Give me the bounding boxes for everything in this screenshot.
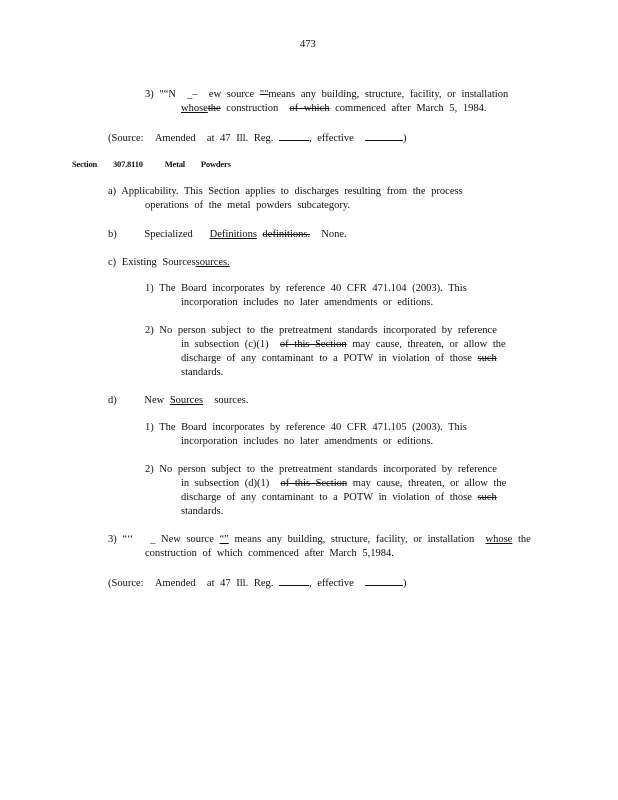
dash-mark: _– <box>187 89 198 100</box>
commenced-text: commenced after March 5, 1984. <box>335 103 487 114</box>
close-paren: ) <box>403 133 407 144</box>
inserted-text: Sources <box>169 395 204 406</box>
inserted-text: Definitions <box>209 229 257 240</box>
item-number: 3) “‘‘ <box>108 534 134 545</box>
page-number: 473 <box>300 39 316 50</box>
subsection-label: c) Existing Sources <box>108 257 196 268</box>
c2-line1: 2) No person subject to the pretreatment standards incorporated by reference <box>145 325 497 336</box>
top-item3-line2 <box>181 102 487 115</box>
register-text: at 47 Ill. Reg. <box>206 578 274 589</box>
definition-text: means any building, structure, facility, or installation <box>268 89 509 100</box>
deleted-text: of this Section <box>280 478 348 489</box>
article-text: the <box>517 534 531 545</box>
deleted-text: such <box>477 492 497 503</box>
subsection-b <box>108 228 347 241</box>
term-text: ew source <box>208 89 255 100</box>
inserted-text: sources. <box>195 257 230 268</box>
c2-line3 <box>181 352 497 365</box>
d2-line2 <box>181 477 506 490</box>
d2-line4: standards. <box>181 506 224 517</box>
section-label: Section <box>72 159 98 169</box>
c1-line2: incorporation includes no later amendments or editions. <box>181 297 434 308</box>
clause-text: may cause, threaten, or allow the <box>352 339 506 350</box>
subsection-label: b) <box>108 229 117 240</box>
source-note-2 <box>108 575 407 590</box>
amended-text: Amended <box>154 578 196 589</box>
c2-line4: standards. <box>181 367 224 378</box>
item3-line2: construction of which commenced after March 5,1984. <box>145 548 394 559</box>
specialized-text: Specialized <box>144 229 193 240</box>
construction-text: construction <box>226 103 279 114</box>
subsection-a-line1: a) Applicability. This Section applies to discharges resulting from the process <box>108 186 463 197</box>
effective-text: effective <box>317 133 354 144</box>
amended-text: Amended <box>154 133 196 144</box>
source-prefix: (Source: <box>108 133 144 144</box>
source-prefix: (Source: <box>108 578 144 589</box>
section-heading <box>72 158 231 171</box>
deleted-text: of which <box>289 103 330 114</box>
d1-line1: 1) The Board incorporates by reference 40 CFR 471.105 (2003). This <box>145 422 467 433</box>
subsection-ref: in subsection (d)(1) <box>181 478 270 489</box>
blank-line <box>279 130 309 141</box>
register-text: at 47 Ill. Reg. <box>206 133 274 144</box>
item-number: 3) <box>145 89 154 100</box>
clause-text: discharge of any contaminant to a POTW in violation of those <box>181 492 472 503</box>
subsection-a-line2: operations of the metal powders subcategory. <box>145 200 351 211</box>
d2-line3 <box>181 491 497 504</box>
none-text: None. <box>321 229 347 240</box>
item3-line1 <box>108 533 531 546</box>
deleted-text: definitions. <box>262 229 311 240</box>
dash-mark: _ <box>150 534 156 545</box>
subsection-c <box>108 256 230 269</box>
deleted-text: such <box>477 353 497 364</box>
section-title-word: Metal <box>164 159 185 169</box>
close-paren: ) <box>403 578 407 589</box>
clause-text: may cause, threaten, or allow the <box>352 478 507 489</box>
definition-text: means any building, structure, facility, or installation <box>234 534 475 545</box>
d1-line2: incorporation includes no later amendments or editions. <box>181 436 434 447</box>
subsection-d <box>108 394 248 407</box>
comma: , <box>308 133 312 144</box>
deleted-text: of this Section <box>279 339 347 350</box>
blank-line <box>279 575 309 586</box>
inserted-text: whose <box>181 103 208 114</box>
term-text: New source <box>161 534 214 545</box>
section-number: 307.8110 <box>112 159 143 169</box>
blank-line <box>365 575 403 586</box>
struck-quote: "" <box>259 89 269 100</box>
c2-line2 <box>181 338 506 351</box>
d2-line1: 2) No person subject to the pretreatment standards incorporated by reference <box>145 464 497 475</box>
blank-line <box>365 130 403 141</box>
quote-mark: "“N <box>159 89 176 100</box>
source-note-1 <box>108 130 407 145</box>
subsection-label: d) <box>108 395 117 406</box>
clause-text: discharge of any contaminant to a POTW in violation of those <box>181 353 472 364</box>
sources-text: sources. <box>214 395 249 406</box>
c1-line1: 1) The Board incorporates by reference 40 CFR 471.104 (2003). This <box>145 283 467 294</box>
comma: , <box>308 578 312 589</box>
effective-text: effective <box>317 578 354 589</box>
section-title-word: Powders <box>200 159 231 169</box>
subsection-ref: in subsection (c)(1) <box>181 339 269 350</box>
quote-mark: “” <box>219 534 229 545</box>
inserted-text: whose <box>485 534 513 545</box>
top-item3-line1 <box>145 88 508 101</box>
deleted-text: the <box>207 103 221 114</box>
new-text: New <box>144 395 165 406</box>
